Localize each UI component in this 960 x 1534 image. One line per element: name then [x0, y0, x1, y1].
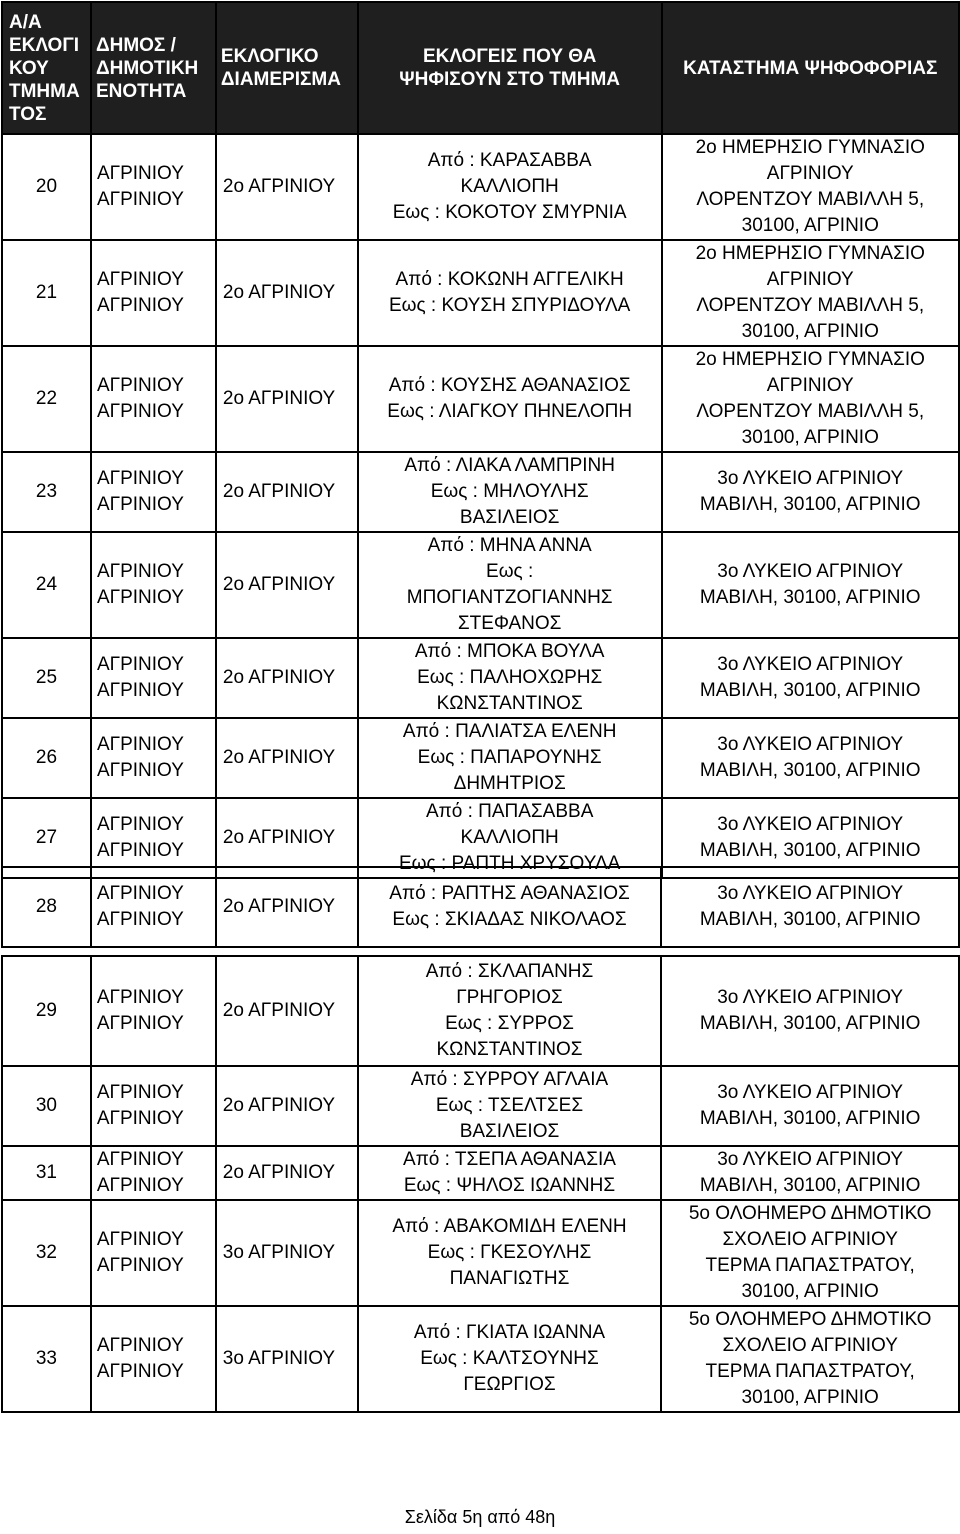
polling-station: 3ο ΛΥΚΕΙΟ ΑΓΡΙΝΙΟΥ ΜΑΒΙΛΗ, 30100, ΑΓΡΙΝΙΟ [661, 956, 959, 1066]
district: 2ο ΑΓΡΙΝΙΟΥ [216, 452, 358, 532]
municipality: ΑΓΡΙΝΙΟΥ ΑΓΡΙΝΙΟΥ [91, 1306, 216, 1412]
voting-table-part-3 [1, 955, 960, 1413]
section-number: 29 [2, 956, 91, 1066]
district: 2ο ΑΓΡΙΝΙΟΥ [216, 718, 358, 798]
header-polling-station: ΚΑΤΑΣΤΗΜΑ ΨΗΦΟΦΟΡΙΑΣ [662, 2, 960, 134]
voters-range: Από : ΤΣΕΠΑ ΑΘΑΝΑΣΙΑ Εως : ΨΗΛΟΣ ΙΩΑΝΝΗΣ [358, 1146, 662, 1200]
header-municipality: ΔΗΜΟΣ / ΔΗΜΟΤΙΚΗ ΕΝΟΤΗΤΑ [91, 2, 216, 134]
voting-table-part-2 [1, 866, 960, 948]
polling-station: 2ο ΗΜΕΡΗΣΙΟ ΓΥΜΝΑΣΙΟ ΑΓΡΙΝΙΟΥ ΛΟΡΕΝΤΖΟΥ ΜΑΒΙΛΛΗ 5, 30100, ΑΓΡΙΝΙΟ [662, 134, 960, 240]
municipality: ΑΓΡΙΝΙΟΥ ΑΓΡΙΝΙΟΥ [91, 532, 216, 638]
district: 2ο ΑΓΡΙΝΙΟΥ [216, 134, 358, 240]
municipality: ΑΓΡΙΝΙΟΥ ΑΓΡΙΝΙΟΥ [91, 638, 216, 718]
table-row [2, 240, 959, 346]
polling-station: 3ο ΛΥΚΕΙΟ ΑΓΡΙΝΙΟΥ ΜΑΒΙΛΗ, 30100, ΑΓΡΙΝΙΟ [661, 1066, 959, 1146]
voters-range: Από : ΡΑΠΤΗΣ ΑΘΑΝΑΣΙΟΣ Εως : ΣΚΙΑΔΑΣ ΝΙΚΟΛΑΟΣ [358, 867, 662, 947]
table-row [2, 1066, 959, 1146]
voters-range: Από : ΜΗΝΑ ΑΝΝΑ Εως : ΜΠΟΓΙΑΝΤΖΟΓΙΑΝΝΗΣ ΣΤΕΦΑΝΟΣ [358, 532, 662, 638]
section-number: 33 [2, 1306, 91, 1412]
municipality: ΑΓΡΙΝΙΟΥ ΑΓΡΙΝΙΟΥ [91, 1146, 216, 1200]
voters-range: Από : ΚΑΡΑΣΑΒΒΑ ΚΑΛΛΙΟΠΗ Εως : ΚΟΚΟΤΟΥ ΣΜΥΡΝΙΑ [358, 134, 662, 240]
voters-range: Από : ΑΒΑΚΟΜΙΔΗ ΕΛΕΝΗ Εως : ΓΚΕΣΟΥΛΗΣ ΠΑΝΑΓΙΩΤΗΣ [358, 1200, 662, 1306]
section-number: 20 [2, 134, 91, 240]
polling-station: 3ο ΛΥΚΕΙΟ ΑΓΡΙΝΙΟΥ ΜΑΒΙΛΗ, 30100, ΑΓΡΙΝΙΟ [662, 718, 960, 798]
voting-table-part-1 [1, 1, 960, 879]
municipality: ΑΓΡΙΝΙΟΥ ΑΓΡΙΝΙΟΥ [91, 718, 216, 798]
header-voters: ΕΚΛΟΓΕΙΣ ΠΟΥ ΘΑ ΨΗΦΙΣΟΥΝ ΣΤΟ ΤΜΗΜΑ [358, 2, 662, 134]
section-number: 23 [2, 452, 91, 532]
table-row [2, 956, 959, 1066]
table-row [2, 1200, 959, 1306]
voters-range: Από : ΓΚΙΑΤΑ ΙΩΑΝΝΑ Εως : ΚΑΛΤΣΟΥΝΗΣ ΓΕΩΡΓΙΟΣ [358, 1306, 662, 1412]
district: 2ο ΑΓΡΙΝΙΟΥ [216, 1066, 358, 1146]
district: 2ο ΑΓΡΙΝΙΟΥ [216, 638, 358, 718]
page-footer: Σελίδα 5η από 48η [404, 1507, 556, 1527]
table-row [2, 1306, 959, 1412]
district: 2ο ΑΓΡΙΝΙΟΥ [216, 1146, 358, 1200]
voters-range: Από : ΚΟΥΣΗΣ ΑΘΑΝΑΣΙΟΣ Εως : ΛΙΑΓΚΟΥ ΠΗΝΕΛΟΠΗ [358, 346, 662, 452]
municipality: ΑΓΡΙΝΙΟΥ ΑΓΡΙΝΙΟΥ [91, 798, 216, 878]
municipality: ΑΓΡΙΝΙΟΥ ΑΓΡΙΝΙΟΥ [91, 134, 216, 240]
table-row [2, 452, 959, 532]
section-number: 28 [2, 867, 91, 947]
section-number: 24 [2, 532, 91, 638]
section-number: 32 [2, 1200, 91, 1306]
header-district: ΕΚΛΟΓΙΚΟ ΔΙΑΜΕΡΙΣΜΑ [216, 2, 358, 134]
table-row [2, 638, 959, 718]
polling-station: 2ο ΗΜΕΡΗΣΙΟ ΓΥΜΝΑΣΙΟ ΑΓΡΙΝΙΟΥ ΛΟΡΕΝΤΖΟΥ ΜΑΒΙΛΛΗ 5, 30100, ΑΓΡΙΝΙΟ [662, 240, 960, 346]
municipality: ΑΓΡΙΝΙΟΥ ΑΓΡΙΝΙΟΥ [91, 1066, 216, 1146]
section-number: 26 [2, 718, 91, 798]
district: 2ο ΑΓΡΙΝΙΟΥ [216, 867, 358, 947]
polling-station: 3ο ΛΥΚΕΙΟ ΑΓΡΙΝΙΟΥ ΜΑΒΙΛΗ, 30100, ΑΓΡΙΝΙΟ [661, 867, 959, 947]
district: 2ο ΑΓΡΙΝΙΟΥ [216, 956, 358, 1066]
district: 2ο ΑΓΡΙΝΙΟΥ [216, 532, 358, 638]
polling-station: 3ο ΛΥΚΕΙΟ ΑΓΡΙΝΙΟΥ ΜΑΒΙΛΗ, 30100, ΑΓΡΙΝΙΟ [661, 1146, 959, 1200]
municipality: ΑΓΡΙΝΙΟΥ ΑΓΡΙΝΙΟΥ [91, 346, 216, 452]
voters-range: Από : ΣΚΛΑΠΑΝΗΣ ΓΡΗΓΟΡΙΟΣ Εως : ΣΥΡΡΟΣ ΚΩΝΣΤΑΝΤΙΝΟΣ [358, 956, 662, 1066]
district: 3ο ΑΓΡΙΝΙΟΥ [216, 1306, 358, 1412]
section-number: 27 [2, 798, 91, 878]
voters-range: Από : ΚΟΚΩΝΗ ΑΓΓΕΛΙΚΗ Εως : ΚΟΥΣΗ ΣΠΥΡΙΔΟΥΛΑ [358, 240, 662, 346]
polling-station: 3ο ΛΥΚΕΙΟ ΑΓΡΙΝΙΟΥ ΜΑΒΙΛΗ, 30100, ΑΓΡΙΝΙΟ [662, 638, 960, 718]
table-row [2, 718, 959, 798]
voters-range: Από : ΛΙΑΚΑ ΛΑΜΠΡΙΝΗ Εως : ΜΗΛΟΥΛΗΣ ΒΑΣΙΛΕΙΟΣ [358, 452, 662, 532]
polling-station: 5ο ΟΛΟΗΜΕΡΟ ΔΗΜΟΤΙΚΟ ΣΧΟΛΕΙΟ ΑΓΡΙΝΙΟΥ ΤΕΡΜΑ ΠΑΠΑΣΤΡΑΤΟΥ, 30100, ΑΓΡΙΝΙΟ [661, 1306, 959, 1412]
voters-range: Από : ΠΑΠΑΣΑΒΒΑ ΚΑΛΛΙΟΠΗ Εως : ΡΑΠΤΗ ΧΡΥΣΟΥΛΑ [358, 798, 662, 878]
district: 3ο ΑΓΡΙΝΙΟΥ [216, 1200, 358, 1306]
section-number: 31 [2, 1146, 91, 1200]
polling-station: 3ο ΛΥΚΕΙΟ ΑΓΡΙΝΙΟΥ ΜΑΒΙΛΗ, 30100, ΑΓΡΙΝΙΟ [662, 452, 960, 532]
table-row [2, 1146, 959, 1200]
section-number: 25 [2, 638, 91, 718]
district: 2ο ΑΓΡΙΝΙΟΥ [216, 240, 358, 346]
voters-range: Από : ΜΠΟΚΑ ΒΟΥΛΑ Εως : ΠΑΛΗΟΧΩΡΗΣ ΚΩΝΣΤΑΝΤΙΝΟΣ [358, 638, 662, 718]
table-row [2, 134, 959, 240]
polling-station: 2ο ΗΜΕΡΗΣΙΟ ΓΥΜΝΑΣΙΟ ΑΓΡΙΝΙΟΥ ΛΟΡΕΝΤΖΟΥ ΜΑΒΙΛΛΗ 5, 30100, ΑΓΡΙΝΙΟ [662, 346, 960, 452]
district: 2ο ΑΓΡΙΝΙΟΥ [216, 798, 358, 878]
polling-station: 3ο ΛΥΚΕΙΟ ΑΓΡΙΝΙΟΥ ΜΑΒΙΛΗ, 30100, ΑΓΡΙΝΙΟ [662, 532, 960, 638]
polling-station: 3ο ΛΥΚΕΙΟ ΑΓΡΙΝΙΟΥ ΜΑΒΙΛΗ, 30100, ΑΓΡΙΝΙΟ [662, 798, 960, 878]
section-number: 30 [2, 1066, 91, 1146]
voters-range: Από : ΠΑΛΙΑΤΣΑ ΕΛΕΝΗ Εως : ΠΑΠΑΡΟΥΝΗΣ ΔΗΜΗΤΡΙΟΣ [358, 718, 662, 798]
municipality: ΑΓΡΙΝΙΟΥ ΑΓΡΙΝΙΟΥ [91, 240, 216, 346]
table-header-row [2, 2, 959, 134]
section-number: 22 [2, 346, 91, 452]
section-number: 21 [2, 240, 91, 346]
municipality: ΑΓΡΙΝΙΟΥ ΑΓΡΙΝΙΟΥ [91, 1200, 216, 1306]
table-row [2, 532, 959, 638]
header-section-number: Α/Α ΕΚΛΟΓΙ ΚΟΥ ΤΜΗΜΑ ΤΟΣ [2, 2, 91, 134]
table-row [2, 346, 959, 452]
polling-station: 5ο ΟΛΟΗΜΕΡΟ ΔΗΜΟΤΙΚΟ ΣΧΟΛΕΙΟ ΑΓΡΙΝΙΟΥ ΤΕΡΜΑ ΠΑΠΑΣΤΡΑΤΟΥ, 30100, ΑΓΡΙΝΙΟ [661, 1200, 959, 1306]
municipality: ΑΓΡΙΝΙΟΥ ΑΓΡΙΝΙΟΥ [91, 867, 216, 947]
district: 2ο ΑΓΡΙΝΙΟΥ [216, 346, 358, 452]
municipality: ΑΓΡΙΝΙΟΥ ΑΓΡΙΝΙΟΥ [91, 956, 216, 1066]
voters-range: Από : ΣΥΡΡΟΥ ΑΓΛΑΙΑ Εως : ΤΣΕΛΤΣΕΣ ΒΑΣΙΛΕΙΟΣ [358, 1066, 662, 1146]
table-row [2, 867, 959, 947]
municipality: ΑΓΡΙΝΙΟΥ ΑΓΡΙΝΙΟΥ [91, 452, 216, 532]
